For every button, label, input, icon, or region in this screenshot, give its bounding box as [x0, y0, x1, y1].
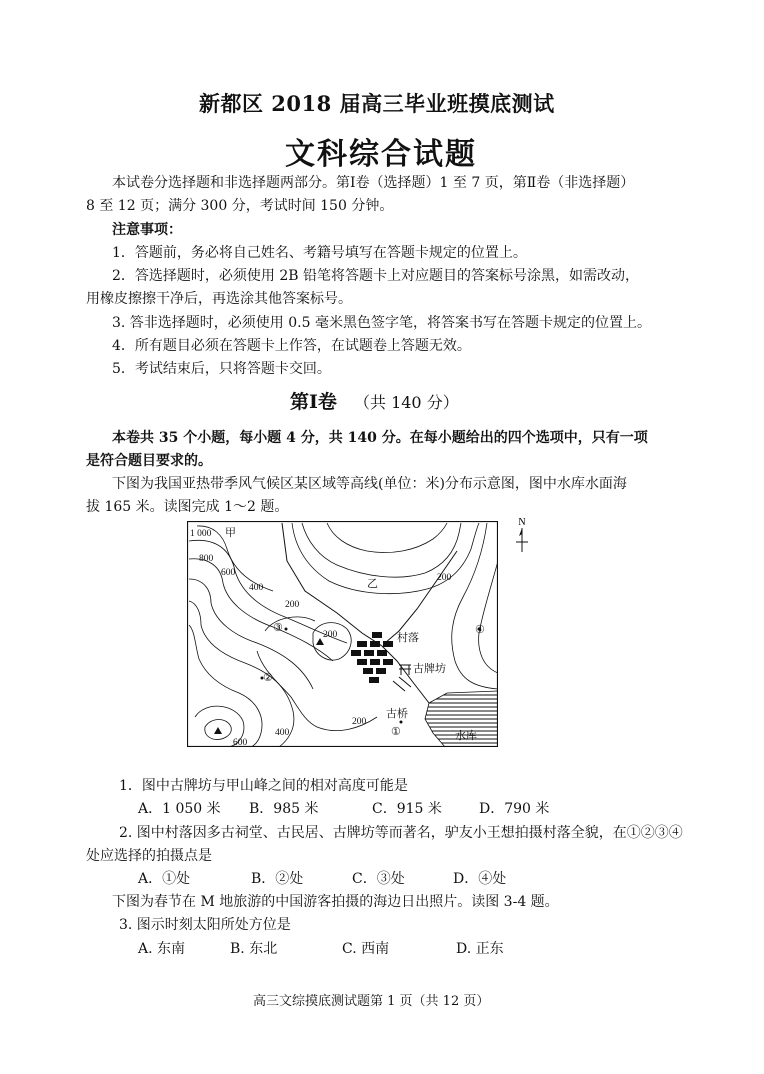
question-2-option-d: D．④处 — [453, 871, 507, 887]
exam-subtitle: 新都区 2018 届高三毕业班摸底测试 — [199, 91, 555, 116]
question-1-stem: 1．图中古牌坊与甲山峰之间的相对高度可能是 — [119, 778, 408, 794]
section-desc-1: 本卷共 35 个小题，每小题 4 分，共 140 分。在每小题给出的四个选项中，只有一项 — [112, 430, 648, 446]
contour-label: 400 — [275, 728, 290, 738]
question-3-option-d: D. 正东 — [456, 941, 504, 957]
question-2-option-c: C．③处 — [352, 871, 405, 887]
contour-label: 1 000 — [190, 529, 212, 539]
question-2-option-a: A．①处 — [138, 871, 191, 887]
question-3-option-c: C. 西南 — [342, 941, 390, 957]
note-item-1: 1．答题前，务必将自己姓名、考籍号填写在答题卡规定的位置上。 — [112, 245, 527, 261]
svg-text:N: N — [518, 517, 526, 528]
contour-label: 400 — [249, 583, 264, 593]
peak-yi-label: 乙 — [367, 577, 378, 590]
archway-label: 古牌坊 — [413, 662, 446, 675]
north-arrow-icon — [512, 514, 532, 554]
contour-map — [187, 521, 498, 747]
reservoir-label: 水库 — [455, 729, 477, 742]
contour-label: 600 — [221, 568, 236, 578]
question-2-stem-line-2: 处应选择的拍摄点是 — [86, 848, 212, 864]
photo-point-3: ③ — [273, 621, 283, 634]
contour-label: 600 — [233, 738, 248, 747]
section-title: 第Ⅰ卷 — [290, 391, 337, 413]
peak-jia-label: 甲 — [225, 526, 236, 539]
contour-label: 200 — [323, 630, 338, 640]
question-1-option-b: B．985 米 — [249, 801, 319, 817]
intro-line-2: 8 至 12 页；满分 300 分，考试时间 150 分钟。 — [86, 198, 394, 214]
note-item-3: 3. 答非选择题时，必须使用 0.5 毫米黑色签字笔，将答案书写在答题卡规定的位置上。 — [112, 315, 651, 331]
photo-point-4: ④ — [475, 623, 485, 636]
question-3-stem: 3. 图示时刻太阳所处方位是 — [119, 917, 291, 933]
question-2-stem-line-1: 2. 图中村落因多古祠堂、古民居、古牌坊等而著名，驴友小王想拍摄村落全貌，在①②③④ — [119, 825, 683, 841]
section-score: （共 140 分） — [353, 393, 459, 412]
page-footer: 高三文综摸底测试题第 1 页（共 12 页） — [253, 994, 490, 1009]
question-3-option-b: B. 东北 — [230, 941, 278, 957]
note-item-2: 2．答选择题时，必须使用 2B 铅笔将答题卡上对应题目的答案标号涂黑，如需改动， — [112, 268, 640, 284]
section-heading — [290, 387, 459, 414]
question-2-option-b: B．②处 — [251, 871, 304, 887]
question-1-option-a: A．1 050 米 — [138, 801, 221, 817]
note-item-4: 4．所有题目必须在答题卡上作答，在试题卷上答题无效。 — [112, 338, 471, 354]
notes-heading: 注意事项： — [112, 222, 182, 238]
exam-title: 文科综合试题 — [285, 137, 477, 172]
contour-label: 200 — [285, 600, 300, 610]
photo-point-2: ② — [263, 671, 273, 684]
section-desc-2: 是符合题目要求的。 — [86, 453, 212, 469]
contour-label: 800 — [199, 554, 214, 564]
contour-label: 200 — [437, 573, 452, 583]
intro-line-1: 本试卷分选择题和非选择题两部分。第Ⅰ卷（选择题）1 至 7 页，第Ⅱ卷（非选择题） — [112, 175, 635, 191]
question-stem-1-2-line-2: 拔 165 米。读图完成 1～2 题。 — [86, 499, 289, 515]
note-item-5: 5．考试结束后，只将答题卡交回。 — [112, 361, 331, 377]
note-item-2-cont: 用橡皮擦擦干净后，再选涂其他答案标号。 — [86, 291, 352, 307]
photo-point-1: ① — [391, 725, 401, 738]
question-1-option-d: D．790 米 — [479, 801, 550, 817]
question-stem-1-2-line-1: 下图为我国亚热带季风气候区某区域等高线(单位：米)分布示意图，图中水库水面海 — [112, 476, 627, 492]
village-label: 村落 — [397, 631, 419, 644]
question-3-option-a: A. 东南 — [138, 941, 186, 957]
bridge-label: 古桥 — [386, 707, 408, 720]
question-stem-3-4: 下图为春节在 M 地旅游的中国游客拍摄的海边日出照片。读图 3-4 题。 — [112, 894, 559, 910]
question-1-option-c: C．915 米 — [372, 801, 442, 817]
contour-label: 200 — [352, 717, 367, 727]
